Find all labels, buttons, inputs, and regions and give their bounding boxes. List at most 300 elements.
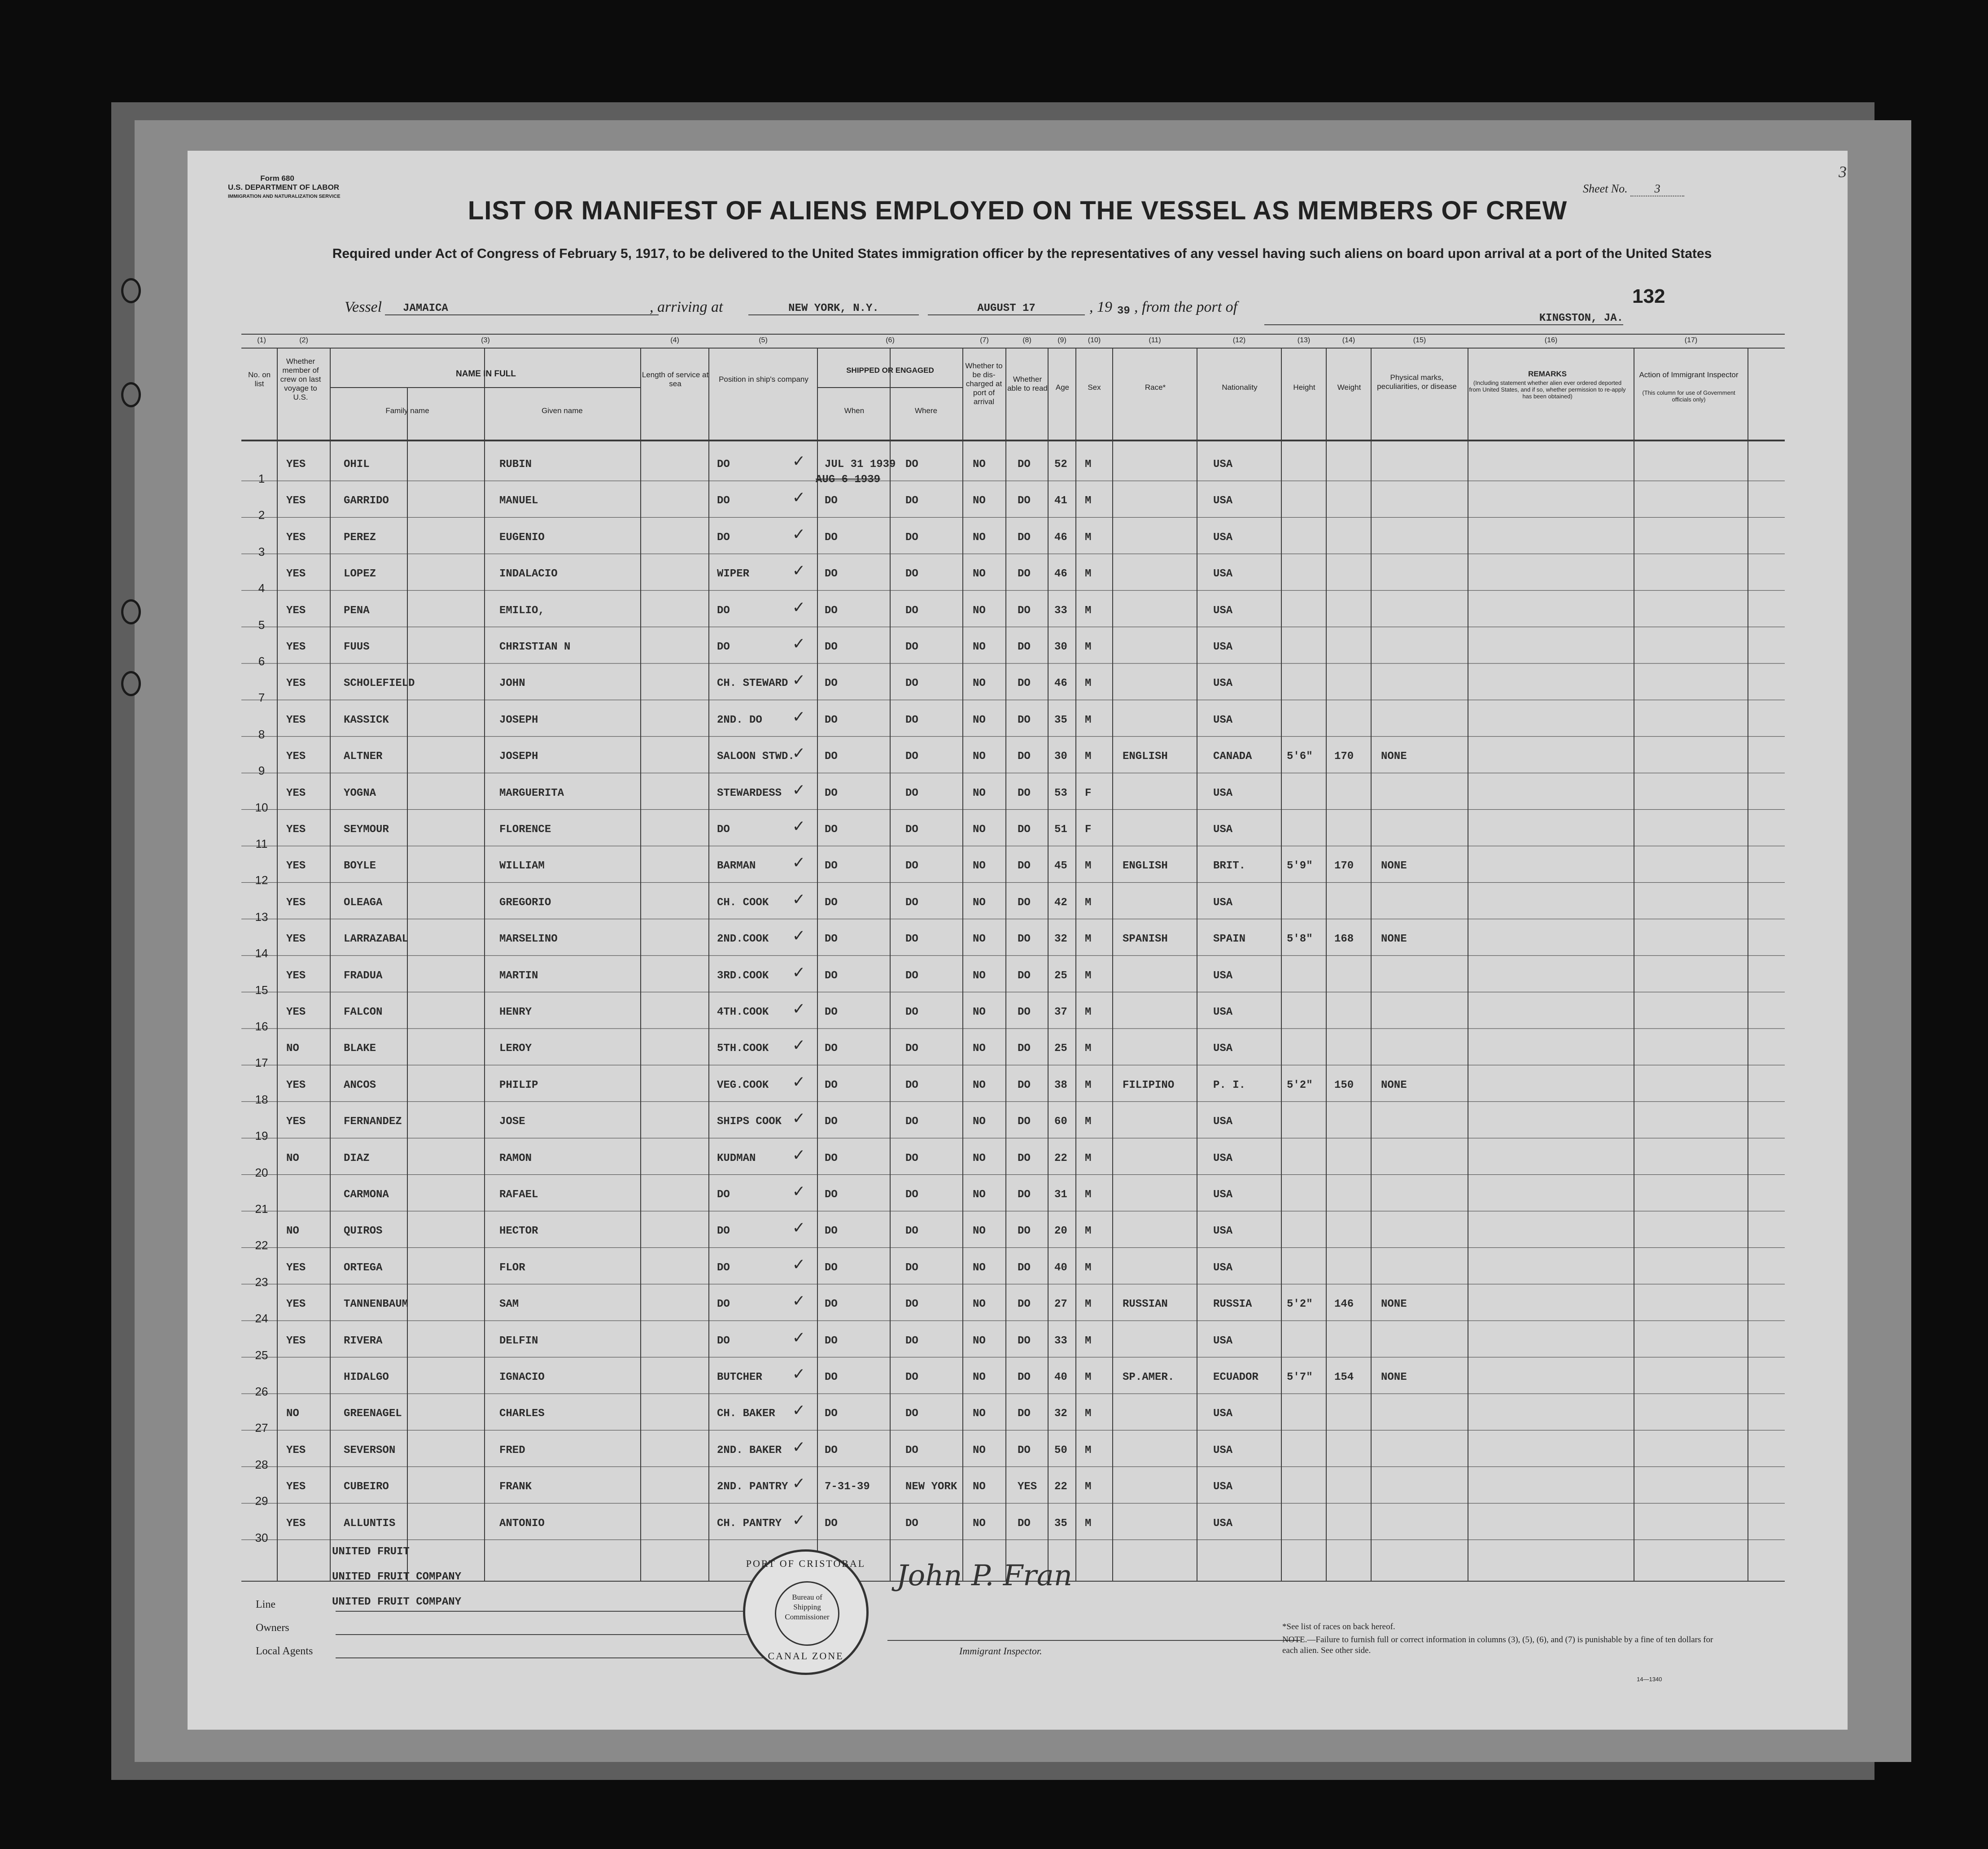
check-mark: ✓ — [793, 1073, 804, 1093]
given-name: SAM — [499, 1298, 519, 1311]
header-where: Where — [914, 406, 938, 415]
given-name: EUGENIO — [499, 531, 545, 544]
nationality: USA — [1213, 1042, 1233, 1055]
row-number: 24 — [255, 1312, 268, 1326]
given-name: WILLIAM — [499, 860, 545, 872]
check-mark: ✓ — [793, 781, 804, 801]
given-name: DELFIN — [499, 1334, 538, 1347]
column-number: (15) — [1413, 336, 1426, 344]
age: 50 — [1054, 1444, 1067, 1457]
shipped-when: DO — [825, 568, 838, 580]
race: SPANISH — [1123, 933, 1168, 946]
discharged: NO — [973, 860, 986, 872]
nationality: USA — [1213, 641, 1233, 653]
crew-status: NO — [286, 1152, 299, 1164]
header-remarks-note: (Including statement whether alien ever ordered deported from United States, and if so, whether permission to re-apply has been obtained) — [1469, 379, 1626, 400]
sex: F — [1085, 787, 1092, 799]
row-number: 2 — [258, 508, 265, 522]
able-to-read: DO — [1018, 1225, 1031, 1238]
age: 27 — [1054, 1298, 1067, 1311]
discharged: NO — [973, 495, 986, 507]
crew-status: YES — [286, 896, 306, 909]
family-name: OLEAGA — [344, 896, 383, 909]
shipped-where: DO — [905, 1225, 918, 1238]
shipped-where: DO — [905, 641, 918, 653]
shipped-where: DO — [905, 1298, 918, 1311]
shipped-when: DO — [825, 1225, 838, 1238]
given-name: LEROY — [499, 1042, 532, 1055]
check-mark: ✓ — [793, 927, 804, 947]
header-able-read: Whether able to read — [1007, 375, 1048, 392]
able-to-read: DO — [1018, 1444, 1031, 1457]
check-mark: ✓ — [793, 525, 804, 545]
row-number: 3 — [258, 545, 265, 558]
shipped-where: DO — [905, 896, 918, 909]
shipped-when: DO — [825, 750, 838, 763]
crew-status: YES — [286, 495, 306, 507]
able-to-read: DO — [1018, 787, 1031, 799]
signature-rule — [887, 1640, 1300, 1641]
check-mark: ✓ — [793, 963, 804, 984]
able-to-read: DO — [1018, 1261, 1031, 1274]
check-mark: ✓ — [793, 562, 804, 582]
crew-status: YES — [286, 750, 306, 763]
crew-status: YES — [286, 1517, 306, 1530]
crew-status: YES — [286, 1079, 306, 1091]
position: DO — [717, 604, 730, 617]
column-number: (14) — [1342, 336, 1355, 344]
nationality: USA — [1213, 1189, 1233, 1201]
nationality: USA — [1213, 714, 1233, 726]
given-name: FLORENCE — [499, 824, 551, 836]
given-name: FLOR — [499, 1261, 525, 1274]
shipped-where: DO — [905, 1261, 918, 1274]
able-to-read: DO — [1018, 1042, 1031, 1055]
shipped-when: DO — [825, 714, 838, 726]
check-mark: ✓ — [793, 1474, 804, 1495]
able-to-read: DO — [1018, 531, 1031, 544]
sex: F — [1085, 824, 1092, 836]
discharged: NO — [973, 714, 986, 726]
position: 5TH.COOK — [717, 1042, 769, 1055]
column-number: (7) — [980, 336, 989, 344]
nationality: USA — [1213, 568, 1233, 580]
age: 46 — [1054, 677, 1067, 690]
column-number: (8) — [1022, 336, 1031, 344]
nationality: RUSSIA — [1213, 1298, 1252, 1311]
able-to-read: DO — [1018, 933, 1031, 946]
discharged: NO — [973, 1006, 986, 1018]
header-physical-marks: Physical marks, peculiarities, or disease — [1377, 373, 1457, 391]
discharged: NO — [973, 1042, 986, 1055]
form-number: Form 680 — [260, 174, 294, 183]
nationality: USA — [1213, 896, 1233, 909]
weight: 170 — [1334, 860, 1354, 872]
year-prefix: , 19 — [1089, 299, 1112, 315]
family-name: QUIROS — [344, 1225, 383, 1238]
shipped-where: DO — [905, 495, 918, 507]
position: SALOON STWD. — [717, 750, 795, 763]
family-name: SEYMOUR — [344, 824, 389, 836]
check-mark: ✓ — [793, 1182, 804, 1203]
discharged: NO — [973, 1371, 986, 1383]
family-name: SEVERSON — [344, 1444, 396, 1457]
family-name: YOGNA — [344, 787, 376, 799]
sex: M — [1085, 1042, 1092, 1055]
given-name: GREGORIO — [499, 896, 551, 909]
discharged: NO — [973, 531, 986, 544]
crew-status: YES — [286, 1116, 306, 1128]
family-name: PENA — [344, 604, 370, 617]
given-name: IGNACIO — [499, 1371, 545, 1383]
check-mark: ✓ — [793, 1401, 804, 1422]
position: DO — [717, 531, 730, 544]
sex: M — [1085, 1481, 1092, 1493]
header-discharged: Whether to be dis-charged at port of arrival — [965, 362, 1003, 406]
row-number: 21 — [255, 1202, 268, 1216]
line-value: UNITED FRUIT — [332, 1546, 410, 1558]
header-name-in-full: NAME IN FULL — [455, 369, 516, 379]
sex: M — [1085, 1261, 1092, 1274]
given-name: MARGUERITA — [499, 787, 564, 799]
header-height: Height — [1293, 383, 1315, 392]
column-number: (11) — [1149, 336, 1161, 344]
family-name: CARMONA — [344, 1189, 389, 1201]
shipped-when: DO — [825, 860, 838, 872]
nationality: P. I. — [1213, 1079, 1246, 1091]
able-to-read: DO — [1018, 824, 1031, 836]
header-family-name: Family name — [385, 406, 429, 415]
family-name: LOPEZ — [344, 568, 376, 580]
discharged: NO — [973, 641, 986, 653]
header-length-service: Length of service at sea — [642, 371, 709, 388]
age: 51 — [1054, 824, 1067, 836]
column-number: (1) — [257, 336, 266, 344]
check-mark: ✓ — [793, 890, 804, 911]
check-mark: ✓ — [793, 1036, 804, 1057]
age: 35 — [1054, 714, 1067, 726]
check-mark: ✓ — [793, 452, 804, 472]
given-name: RUBIN — [499, 458, 532, 471]
sex: M — [1085, 1225, 1092, 1238]
nationality: CANADA — [1213, 750, 1252, 763]
shipped-where: DO — [905, 1042, 918, 1055]
crew-status: YES — [286, 824, 306, 836]
nationality: USA — [1213, 787, 1233, 799]
nationality: USA — [1213, 458, 1233, 471]
able-to-read: DO — [1018, 458, 1031, 471]
age: 30 — [1054, 750, 1067, 763]
shipped-when: DO — [825, 896, 838, 909]
shipped-where: DO — [905, 860, 918, 872]
able-to-read: DO — [1018, 750, 1031, 763]
nationality: USA — [1213, 1444, 1233, 1457]
manifest-table-grid — [241, 334, 1785, 1582]
crew-status: YES — [286, 933, 306, 946]
inspector-label: Immigrant Inspector. — [959, 1645, 1042, 1657]
header-crew-last-voyage: Whether member of crew on last voyage to U.S. — [280, 357, 321, 401]
sex: M — [1085, 1079, 1092, 1091]
row-number: 12 — [255, 873, 268, 887]
able-to-read: DO — [1018, 1298, 1031, 1311]
height: 5'7" — [1287, 1371, 1313, 1383]
shipped-when: 7-31-39 — [825, 1481, 870, 1493]
discharged: NO — [973, 969, 986, 982]
race: RUSSIAN — [1123, 1298, 1168, 1311]
shipped-when: DO — [825, 1408, 838, 1420]
sex: M — [1085, 495, 1092, 507]
shipped-where: DO — [905, 1517, 918, 1530]
discharged: NO — [973, 1225, 986, 1238]
row-number: 25 — [255, 1348, 268, 1362]
column-number: (13) — [1297, 336, 1311, 344]
able-to-read: DO — [1018, 677, 1031, 690]
crew-status: YES — [286, 677, 306, 690]
family-name: LARRAZABAL — [344, 933, 409, 946]
position: 2ND. PANTRY — [717, 1481, 788, 1493]
family-name: ANCOS — [344, 1079, 376, 1091]
family-name: PEREZ — [344, 531, 376, 544]
discharged: NO — [973, 1517, 986, 1530]
discharged: NO — [973, 1261, 986, 1274]
family-name: HIDALGO — [344, 1371, 389, 1383]
age: 25 — [1054, 969, 1067, 982]
row-number: 22 — [255, 1238, 268, 1252]
able-to-read: DO — [1018, 495, 1031, 507]
crew-status: YES — [286, 1006, 306, 1018]
family-name: RIVERA — [344, 1334, 383, 1347]
given-name: JOHN — [499, 677, 525, 690]
given-name: HECTOR — [499, 1225, 538, 1238]
shipped-where: DO — [905, 677, 918, 690]
shipped-when: JUL 31 1939 — [825, 458, 896, 471]
inspector-signature: John P. Fran — [896, 1559, 1073, 1592]
punch-hole — [121, 278, 141, 303]
age: 22 — [1054, 1481, 1067, 1493]
agents-value: UNITED FRUIT COMPANY — [332, 1596, 462, 1608]
discharged: NO — [973, 1408, 986, 1420]
physical-marks: NONE — [1381, 1298, 1407, 1311]
shipped-when: DO — [825, 787, 838, 799]
position: DO — [717, 641, 730, 653]
crew-status: YES — [286, 531, 306, 544]
row-number: 14 — [255, 946, 268, 960]
position: 2ND. BAKER — [717, 1444, 782, 1457]
position: 3RD.COOK — [717, 969, 769, 982]
shipped-where: DO — [905, 969, 918, 982]
row-number: 16 — [255, 1020, 268, 1033]
shipped-where: DO — [905, 531, 918, 544]
shipped-where: DO — [905, 1152, 918, 1164]
shipped-where: DO — [905, 1079, 918, 1091]
able-to-read: DO — [1018, 1334, 1031, 1347]
given-name: PHILIP — [499, 1079, 538, 1091]
header-sex: Sex — [1088, 383, 1101, 392]
position: KUDMAN — [717, 1152, 756, 1164]
check-mark: ✓ — [793, 488, 804, 509]
nationality: USA — [1213, 604, 1233, 617]
punch-hole — [121, 599, 141, 624]
shipped-where: DO — [905, 787, 918, 799]
row-number: 7 — [258, 691, 265, 705]
age: 53 — [1054, 787, 1067, 799]
crew-status: YES — [286, 1334, 306, 1347]
nationality: USA — [1213, 1481, 1233, 1493]
given-name: MARSELINO — [499, 933, 558, 946]
row-number: 17 — [255, 1056, 268, 1070]
given-name: FRED — [499, 1444, 525, 1457]
shipped-when: DO — [825, 824, 838, 836]
check-mark: ✓ — [793, 671, 804, 692]
from-label: , from the port of — [1134, 299, 1238, 315]
sex: M — [1085, 1408, 1092, 1420]
nationality: USA — [1213, 677, 1233, 690]
able-to-read: DO — [1018, 1116, 1031, 1128]
header-race: Race* — [1145, 383, 1166, 392]
column-number: (3) — [481, 336, 490, 344]
column-number: (16) — [1544, 336, 1558, 344]
physical-marks: NONE — [1381, 1079, 1407, 1091]
given-name: INDALACIO — [499, 568, 558, 580]
nationality: USA — [1213, 1334, 1233, 1347]
sex: M — [1085, 1189, 1092, 1201]
check-mark: ✓ — [793, 1438, 804, 1458]
sex: M — [1085, 860, 1092, 872]
position: DO — [717, 1334, 730, 1347]
arrival-date: AUGUST 17 — [928, 302, 1085, 315]
height: 5'8" — [1287, 933, 1313, 946]
shipped-when: DO — [825, 1006, 838, 1018]
discharged: NO — [973, 1116, 986, 1128]
row-number: 15 — [255, 983, 268, 997]
discharged: NO — [973, 824, 986, 836]
check-mark: ✓ — [793, 1219, 804, 1239]
check-mark: ✓ — [793, 817, 804, 837]
service: IMMIGRATION AND NATURALIZATION SERVICE — [228, 194, 341, 199]
stamp-center-text: Bureau of Shipping Commissioner — [785, 1593, 830, 1621]
row-number: 6 — [258, 654, 265, 668]
able-to-read: DO — [1018, 896, 1031, 909]
shipped-when: DO — [825, 1371, 838, 1383]
vessel-name: JAMAICA — [385, 302, 659, 315]
shipped-where: DO — [905, 1006, 918, 1018]
height: 5'9" — [1287, 860, 1313, 872]
shipped-when: DO — [825, 969, 838, 982]
age: 42 — [1054, 896, 1067, 909]
discharged: NO — [973, 568, 986, 580]
shipped-when: DO — [825, 1298, 838, 1311]
nationality: USA — [1213, 1261, 1233, 1274]
able-to-read: DO — [1018, 604, 1031, 617]
row-number: 30 — [255, 1531, 268, 1544]
shipped-when: DO — [825, 495, 838, 507]
sex: M — [1085, 1298, 1092, 1311]
nationality: USA — [1213, 1006, 1233, 1018]
family-name: KASSICK — [344, 714, 389, 726]
position: DO — [717, 495, 730, 507]
age: 32 — [1054, 1408, 1067, 1420]
row-number: 4 — [258, 581, 265, 595]
able-to-read: DO — [1018, 1408, 1031, 1420]
header-age: Age — [1055, 383, 1070, 392]
given-name: MARTIN — [499, 969, 538, 982]
header-action: Action of Immigrant Inspector — [1639, 371, 1739, 379]
age: 25 — [1054, 1042, 1067, 1055]
position: DO — [717, 1261, 730, 1274]
age: 33 — [1054, 1334, 1067, 1347]
stamp-bottom-text: CANAL ZONE — [768, 1650, 844, 1661]
check-mark: ✓ — [793, 707, 804, 728]
row-number: 10 — [255, 800, 268, 814]
punch-hole — [121, 671, 141, 696]
row-number: 20 — [255, 1165, 268, 1179]
position: SHIPS COOK — [717, 1116, 782, 1128]
check-mark: ✓ — [793, 744, 804, 765]
position: BUTCHER — [717, 1371, 762, 1383]
shipped-where: DO — [905, 1444, 918, 1457]
shipped-where: DO — [905, 1371, 918, 1383]
vessel-label: Vessel — [345, 299, 382, 315]
check-mark: ✓ — [793, 1365, 804, 1385]
family-name: DIAZ — [344, 1152, 370, 1164]
crew-status: YES — [286, 860, 306, 872]
discharged: NO — [973, 750, 986, 763]
position: DO — [717, 458, 730, 471]
failure-note: NOTE.—Failure to furnish full or correct information in columns (3), (5), (6), and (7) is punishable by a fine of ten dollars for each alien. See other side. — [1282, 1635, 1713, 1655]
owners-rule — [336, 1634, 793, 1635]
sex: M — [1085, 531, 1092, 544]
year-suffix: 39 — [1117, 305, 1130, 317]
able-to-read: DO — [1018, 1517, 1031, 1530]
physical-marks: NONE — [1381, 750, 1407, 763]
given-name: CHRISTIAN N — [499, 641, 571, 653]
shipped-when: DO — [825, 677, 838, 690]
family-name: TANNENBAUM — [344, 1298, 409, 1311]
shipped-where: NEW YORK — [905, 1481, 957, 1493]
family-name: SCHOLEFIELD — [344, 677, 415, 690]
position: 4TH.COOK — [717, 1006, 769, 1018]
shipped-when: DO — [825, 604, 838, 617]
shipped-where: DO — [905, 714, 918, 726]
age: 52 — [1054, 458, 1067, 471]
shipped-where: DO — [905, 933, 918, 946]
given-name: FRANK — [499, 1481, 532, 1493]
crew-status: YES — [286, 1481, 306, 1493]
able-to-read: DO — [1018, 1152, 1031, 1164]
age: 46 — [1054, 568, 1067, 580]
shipped-when: DO — [825, 531, 838, 544]
column-number: (10) — [1088, 336, 1101, 344]
able-to-read: DO — [1018, 1006, 1031, 1018]
check-mark: ✓ — [793, 598, 804, 619]
position: 2ND.COOK — [717, 933, 769, 946]
crew-status: YES — [286, 787, 306, 799]
shipped-when: DO — [825, 1189, 838, 1201]
weight: 150 — [1334, 1079, 1354, 1091]
shipped-when: DO — [825, 933, 838, 946]
given-name: JOSE — [499, 1116, 525, 1128]
row-number: 1 — [258, 472, 265, 485]
shipped-when: DO — [825, 1261, 838, 1274]
age: 46 — [1054, 531, 1067, 544]
family-name: FUUS — [344, 641, 370, 653]
column-number: (17) — [1684, 336, 1698, 344]
weight: 170 — [1334, 750, 1354, 763]
shipped-when: DO — [825, 1444, 838, 1457]
arriving-label: , arriving at — [650, 299, 723, 315]
crew-status: YES — [286, 969, 306, 982]
column-number: (5) — [759, 336, 768, 344]
